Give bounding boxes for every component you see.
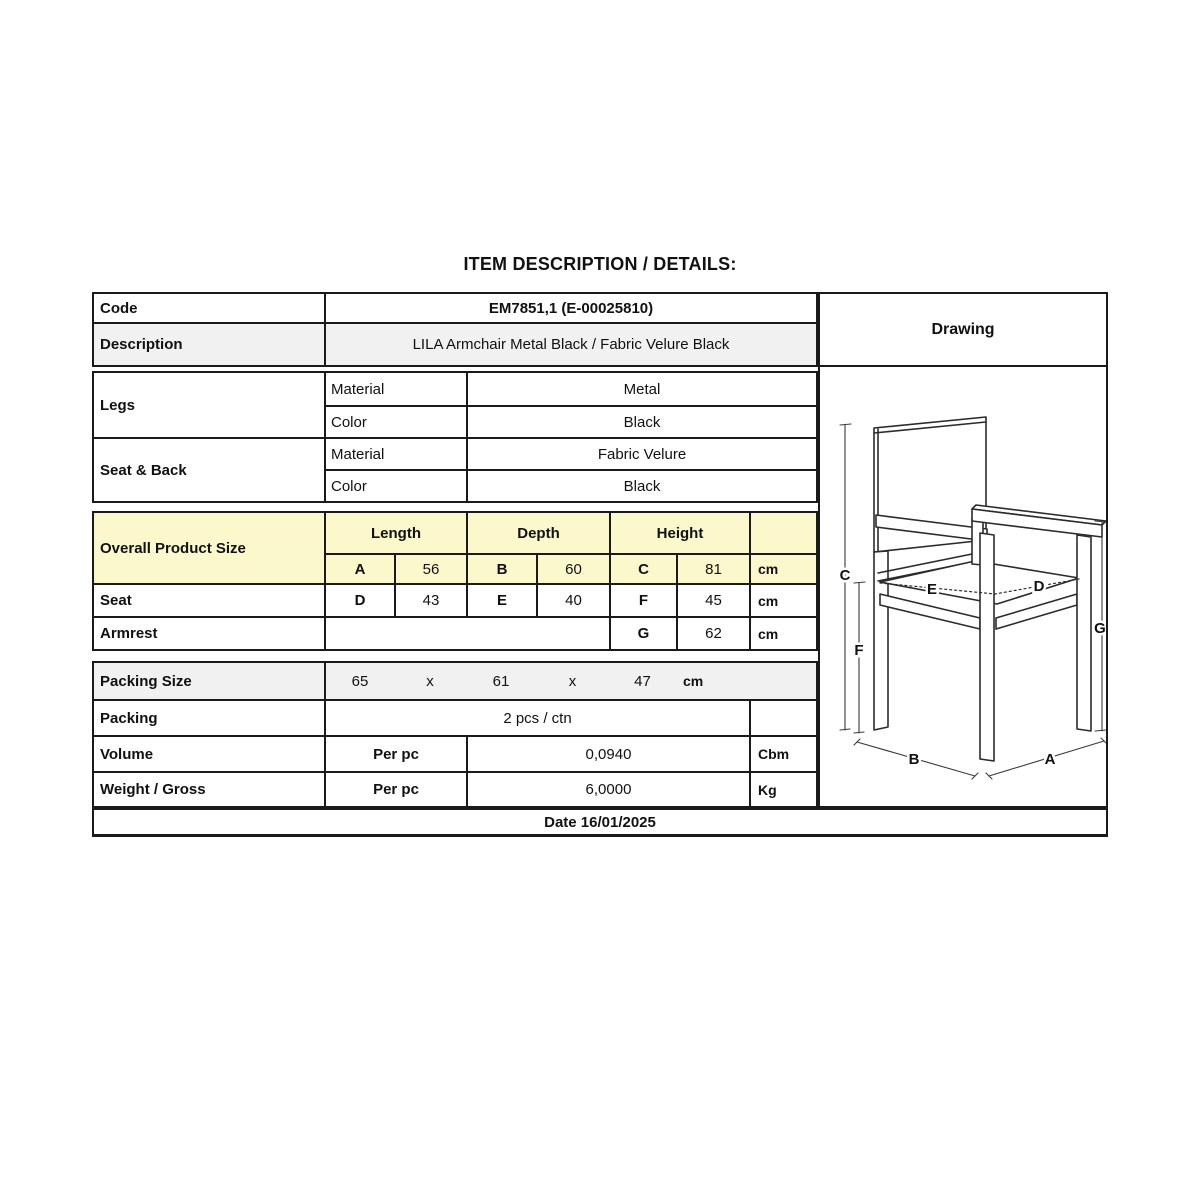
armrest-G-value: 62 — [676, 616, 749, 649]
volume-row — [94, 735, 816, 771]
chair-front-left-leg — [980, 533, 994, 761]
drawing-header: Drawing — [820, 294, 1106, 367]
packing-size-x2: x — [568, 672, 577, 690]
seatback-material-label: Material — [324, 437, 466, 469]
overall-A-value: 56 — [394, 553, 466, 583]
packing-size-d1: 65 — [324, 663, 394, 699]
packing-size-d3: 47 — [634, 672, 651, 690]
dim-label-B: B — [908, 751, 920, 768]
seat-row-label: Seat — [94, 583, 324, 616]
date-row — [92, 808, 1108, 837]
dim-label-D: D — [1033, 578, 1045, 595]
armrest-G-letter: G — [609, 616, 676, 649]
section-sizes — [92, 511, 818, 651]
packing-size-label: Packing Size — [100, 672, 192, 690]
overall-unit: cm — [749, 553, 816, 583]
seat-unit: cm — [749, 583, 816, 616]
page-title: ITEM DESCRIPTION / DETAILS: — [463, 254, 737, 274]
seatback-material-value: Fabric Velure — [466, 437, 816, 469]
legs-color-value: Black — [466, 405, 816, 437]
packing-size-row — [94, 663, 816, 699]
weight-per: Per pc — [324, 773, 466, 806]
legs-material-label: Material — [324, 373, 466, 405]
spec-sheet — [92, 292, 1108, 837]
packing-row — [94, 699, 816, 735]
chair-left-apron — [880, 594, 980, 629]
overall-C-letter: C — [609, 553, 676, 583]
section-materials — [92, 371, 818, 503]
packing-blank — [749, 701, 816, 735]
legs-material-value: Metal — [466, 373, 816, 405]
overall-B-letter: B — [466, 553, 536, 583]
size-header-height: Height — [609, 513, 749, 553]
seat-F-letter: F — [609, 583, 676, 616]
overall-A-letter: A — [324, 553, 394, 583]
volume-value: 0,0940 — [466, 737, 749, 771]
packing-size-d2: 61 — [492, 672, 510, 690]
size-header-depth: Depth — [466, 513, 609, 553]
seat-F-value: 45 — [676, 583, 749, 616]
overall-C-value: 81 — [676, 553, 749, 583]
seat-E-value: 40 — [536, 583, 609, 616]
size-header-unit-blank — [749, 513, 816, 553]
packing-value: 2 pcs / ctn — [324, 701, 749, 735]
armrest-blank — [324, 616, 609, 649]
packing-size-unit: cm — [683, 673, 704, 689]
seatback-color-value: Black — [466, 469, 816, 501]
chair-front-right-leg — [1077, 535, 1091, 731]
overall-B-value: 60 — [536, 553, 609, 583]
dim-label-C: C — [839, 567, 851, 584]
armchair-drawing — [820, 367, 1106, 806]
code-label: Code — [100, 299, 138, 317]
overall-size-label: Overall Product Size — [94, 513, 324, 583]
dim-label-A: A — [1044, 751, 1056, 768]
description-label: Description — [94, 322, 324, 365]
weight-unit: Kg — [749, 773, 816, 806]
seatback-color-label: Color — [324, 469, 466, 501]
drawing-column — [818, 292, 1108, 808]
dim-label-F: F — [854, 642, 864, 659]
dim-label-E: E — [926, 581, 938, 598]
seat-E-letter: E — [466, 583, 536, 616]
volume-label: Volume — [100, 745, 154, 763]
armrest-row-label: Armrest — [94, 616, 324, 649]
legs-color-label: Color — [324, 405, 466, 437]
date-text: Date 16/01/2025 — [544, 813, 656, 831]
weight-label: Weight / Gross — [100, 781, 206, 798]
weight-value: 6,0000 — [466, 773, 749, 806]
weight-row — [94, 771, 816, 806]
chair-rear-left-leg — [874, 551, 888, 730]
packing-label: Packing — [100, 709, 158, 727]
size-header-length: Length — [324, 513, 466, 553]
volume-unit: Cbm — [749, 737, 816, 771]
code-value: EM7851,1 (E-00025810) — [324, 294, 816, 322]
seat-D-value: 43 — [394, 583, 466, 616]
volume-per: Per pc — [324, 737, 466, 771]
section-packing — [92, 661, 818, 808]
seat-D-letter: D — [324, 583, 394, 616]
section-code-description — [92, 292, 818, 367]
seatback-label: Seat & Back — [94, 437, 324, 501]
packing-size-x1: x — [426, 672, 434, 690]
dim-label-G: G — [1094, 620, 1106, 637]
description-value: LILA Armchair Metal Black / Fabric Velure Black — [324, 322, 816, 365]
legs-label: Legs — [100, 396, 136, 414]
armrest-unit: cm — [749, 616, 816, 649]
